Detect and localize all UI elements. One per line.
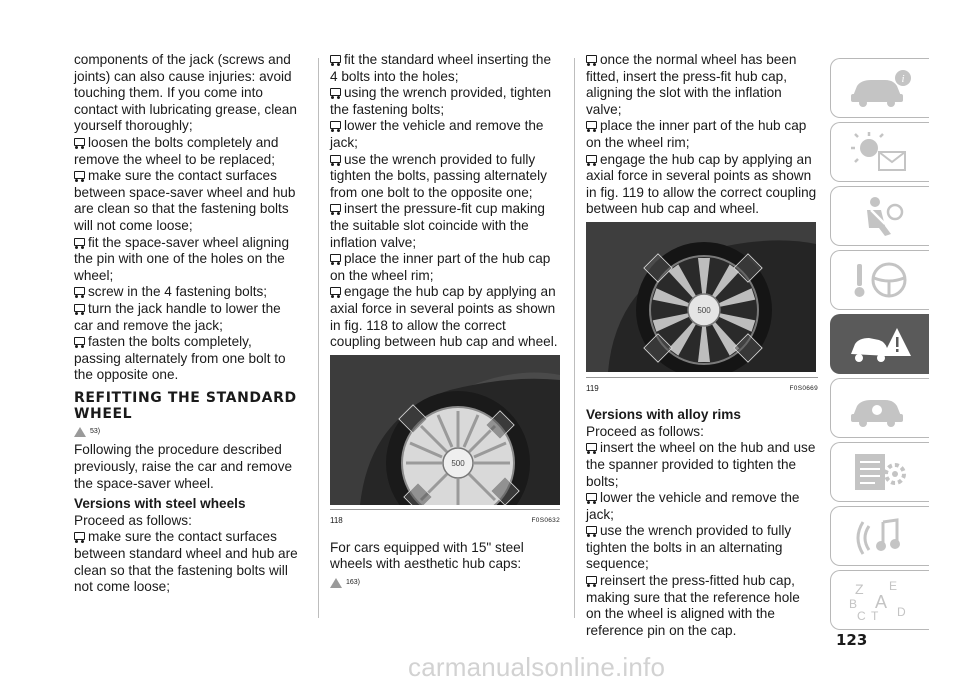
car-bullet-icon (586, 526, 597, 534)
list-item (586, 573, 818, 639)
list-item-text: fit the standard wheel inserting the 4 bolts into the holes; (330, 52, 552, 84)
figure-number: 119 (586, 383, 599, 393)
list-item-text: turn the jack handle to lower the car and remove the jack; (74, 300, 281, 333)
figure-119 (586, 222, 818, 397)
list-item (74, 284, 300, 301)
car-bullet-icon (74, 287, 85, 295)
list-item-text: use the wrench provided to fully tighten the bolts in an alternating sequence; (586, 523, 792, 572)
svg-text:500: 500 (697, 305, 711, 315)
maintenance-car-icon (845, 386, 915, 430)
list-item (330, 152, 560, 202)
svg-text:T: T (871, 609, 879, 622)
tab-index[interactable] (830, 570, 929, 630)
subheading-steel: Versions with steel wheels (74, 496, 246, 512)
steering-wheel-icon (845, 258, 915, 302)
figure-code: F0S0669 (789, 384, 818, 392)
list-item (330, 284, 560, 350)
car-bullet-icon (330, 155, 341, 163)
list-item-text: lower the vehicle and remove the jack; (586, 490, 800, 522)
watermark: carmanualsonline.info (408, 652, 666, 682)
column-3 (586, 52, 818, 639)
list-item-text: make sure the contact surfaces between space-saver wheel and hub are clean so that the fastening bolts will not come loose; (74, 168, 296, 233)
car-bullet-icon (330, 204, 341, 212)
list-item-text: insert the wheel on the hub and use the spanner provided to tighten the bolts; (586, 440, 816, 489)
list-item-text: place the inner part of the hub cap on the wheel rim; (586, 118, 807, 150)
warning-reference[interactable] (74, 424, 100, 441)
svg-text:Z: Z (855, 581, 864, 597)
car-bullet-icon (586, 493, 597, 501)
tab-emergency[interactable] (830, 314, 929, 374)
chapter-tabs (830, 58, 928, 634)
tab-technical-data[interactable] (830, 442, 929, 502)
column-divider (574, 58, 575, 618)
warning-lights-icon (845, 130, 915, 174)
list-item (74, 235, 300, 285)
svg-text:500: 500 (451, 458, 465, 468)
safety-airbag-icon (845, 194, 915, 238)
list-item-text: use the wrench provided to fully tighten the bolts, passing alternately from one bolt to the opposite one; (330, 151, 547, 200)
car-bullet-icon (586, 443, 597, 451)
subheading-alloy: Versions with alloy rims (586, 407, 741, 423)
alloy-wheel-hubcap-image (586, 222, 816, 372)
list-item-text: insert the pressure-fit cup making the suitable slot coincide with the inflation valve; (330, 201, 545, 250)
list-item (74, 301, 300, 334)
list-item (586, 118, 818, 151)
list-item (330, 85, 560, 118)
multimedia-icon (845, 514, 915, 558)
warning-triangle-icon (74, 427, 86, 437)
proceed-text: Proceed as follows: (74, 512, 192, 528)
warning-ref-text: 163) (346, 579, 361, 587)
tab-safety[interactable] (830, 186, 929, 246)
figure-118 (330, 355, 560, 530)
intro-paragraph: components of the jack (screws and joints) can also cause injuries: avoid touching them. If you come into contact with lubricating grease, clean yourself thoroughly; (74, 52, 297, 134)
proceed-text: Proceed as follows: (586, 423, 704, 439)
car-bullet-icon (586, 576, 597, 584)
emergency-car-icon (845, 322, 915, 366)
column-1 (74, 52, 300, 596)
list-item (586, 440, 818, 490)
list-item-text: reinsert the press-fitted hub cap, making sure that the reference hole on the wheel is aligned with the reference pin on the cap. (586, 573, 800, 638)
list-item (586, 152, 818, 218)
list-item-text: lower the vehicle and remove the jack; (330, 118, 544, 150)
tab-car-info[interactable] (830, 58, 929, 118)
column-divider (318, 58, 319, 618)
tab-driving[interactable] (830, 250, 929, 310)
car-bullet-icon (74, 171, 85, 179)
warning-triangle-icon (330, 578, 342, 588)
list-item (586, 523, 818, 573)
list-item (74, 168, 300, 234)
car-bullet-icon (74, 532, 85, 540)
list-item (74, 135, 300, 168)
list-item (330, 118, 560, 151)
section-heading: REFITTING THE STANDARD WHEEL (74, 389, 297, 422)
list-item (586, 490, 818, 523)
car-bullet-icon (586, 55, 597, 63)
car-bullet-icon (74, 138, 85, 146)
list-item-text: engage the hub cap by applying an axial force in several points as shown in fig. 118 to allow the correct coupling between hub cap and wheel. (330, 284, 558, 350)
page-number: 123 (836, 631, 868, 649)
list-item-text: using the wrench provided, tighten the fastening bolts; (330, 85, 552, 117)
list-item-text: loosen the bolts completely and remove the wheel to be replaced; (74, 134, 279, 167)
figure-code: F0S0632 (531, 517, 560, 525)
after-figure-paragraph: For cars equipped with 15" steel wheels with aesthetic hub caps: (330, 539, 524, 572)
car-bullet-icon (586, 155, 597, 163)
svg-text:D: D (897, 605, 906, 619)
technical-data-icon (845, 450, 915, 494)
car-bullet-icon (330, 55, 341, 63)
index-az-icon (845, 578, 915, 622)
figure-caption (330, 509, 560, 530)
tab-warning-lights[interactable] (830, 122, 929, 182)
car-bullet-icon (330, 88, 341, 96)
svg-text:E: E (889, 579, 898, 593)
list-item (330, 201, 560, 251)
svg-text:C: C (857, 609, 866, 622)
tab-maintenance[interactable] (830, 378, 929, 438)
car-bullet-icon (74, 304, 85, 312)
car-info-icon (845, 66, 915, 110)
list-item (586, 52, 818, 118)
column-2 (330, 52, 560, 594)
tab-multimedia[interactable] (830, 506, 929, 566)
steel-wheel-hubcap-image (330, 355, 560, 505)
warning-reference[interactable] (330, 575, 360, 592)
svg-text:B: B (849, 597, 858, 611)
svg-text:A: A (875, 592, 888, 612)
warning-ref-text: 53) (90, 427, 101, 435)
car-bullet-icon (74, 337, 85, 345)
car-bullet-icon (74, 238, 85, 246)
list-item-text: place the inner part of the hub cap on the wheel rim; (330, 251, 551, 283)
car-bullet-icon (330, 121, 341, 129)
car-bullet-icon (330, 254, 341, 262)
list-item-text: engage the hub cap by applying an axial force in several points as shown in fig. 119 to allow the correct coupling between hub cap and wheel. (586, 151, 817, 217)
list-item (74, 529, 300, 595)
list-item (330, 52, 560, 85)
list-item (330, 251, 560, 284)
list-item-text: fasten the bolts completely, passing alternately from one bolt to the opposite one. (74, 334, 286, 383)
figure-caption (586, 377, 818, 398)
list-item-text: once the normal wheel has been fitted, insert the press-fit hub cap, aligning the slot with the inflation valve; (586, 52, 797, 117)
list-item-text: fit the space-saver wheel aligning the pin with one of the holes on the wheel; (74, 234, 289, 283)
car-bullet-icon (330, 287, 341, 295)
list-item-text: make sure the contact surfaces between standard wheel and hub are clean so that the fastening bolts will not come loose; (74, 529, 298, 595)
figure-number: 118 (330, 516, 343, 526)
list-item (74, 334, 300, 384)
svg-text:i: i (901, 73, 905, 85)
list-item-text: screw in the 4 fastening bolts; (88, 284, 268, 300)
car-bullet-icon (586, 121, 597, 129)
follow-paragraph: Following the procedure described previously, raise the car and remove the space-saver wheel. (74, 442, 293, 491)
